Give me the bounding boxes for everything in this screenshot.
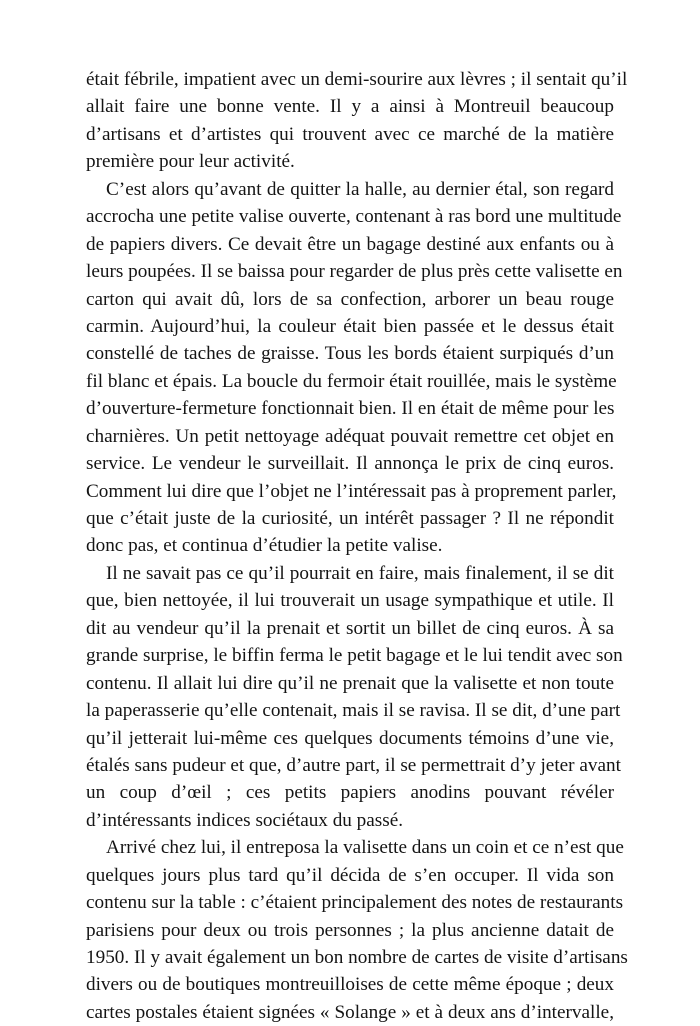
text-line: charnières. Un petit nettoyage adéquat pouvait remettre cet objet en [86, 425, 614, 447]
text-line: parisiens pour deux ou trois personnes ; la plus ancienne datait de [86, 919, 614, 941]
text-line: dit au vendeur qu’il la prenait et sortit un billet de cinq euros. À sa [86, 617, 614, 639]
text-line: que, bien nettoyée, il lui trouverait un usage sympathique et utile. Il [86, 590, 614, 612]
text-line: allait faire une bonne vente. Il y a ainsi à Montreuil beaucoup [86, 96, 614, 118]
page-text-body [86, 66, 628, 1026]
text-line: quelques jours plus tard qu’il décida de s’en occuper. Il vida son [86, 864, 614, 886]
text-line: un coup d’œil ; ces petits papiers anodins pouvant révéler [86, 782, 614, 804]
text-line: service. Le vendeur le surveillait. Il annonça le prix de cinq euros. [86, 453, 614, 475]
text-line: d’artisans et d’artistes qui trouvent avec ce marché de la matière [86, 123, 614, 145]
text-line: d’ouverture-fermeture fonctionnait bien. Il en était de même pour les [86, 398, 615, 420]
text-line: qu’il jetterait lui-même ces quelques documents témoins d’une vie, [86, 727, 614, 749]
text-line: 1950. Il y avait également un bon nombre de cartes de visite d’artisans [86, 947, 628, 968]
text-line: donc pas, et continua d’étudier la petite valise. [86, 535, 443, 557]
text-line: leurs poupées. Il se baissa pour regarder de plus près cette valisette en [86, 261, 623, 283]
text-line: C’est alors qu’avant de quitter la halle, au dernier étal, son regard [106, 178, 614, 200]
text-line: grande surprise, le biffin ferma le petit bagage et le lui tendit avec son [86, 645, 623, 667]
text-line: étalés sans pudeur et que, d’autre part, il se permettrait d’y jeter avant [86, 754, 621, 776]
paragraph-1 [86, 66, 628, 176]
text-line: Comment lui dire que l’objet ne l’intéressait pas à proprement parler, [86, 480, 617, 502]
paragraph-2 [86, 176, 623, 560]
text-line: Arrivé chez lui, il entreposa la valisette dans un coin et ce n’est que [106, 837, 624, 859]
text-line: contenu. Il allait lui dire qu’il ne prenait que la valisette et non toute [86, 672, 614, 694]
text-line: fil blanc et épais. La boucle du fermoir était rouillée, mais le système [86, 370, 617, 392]
text-line: de papiers divers. Ce devait être un bagage destiné aux enfants ou à [86, 233, 614, 255]
text-line: était fébrile, impatient avec un demi-sourire aux lèvres ; il sentait qu’il [86, 69, 628, 90]
text-line: première pour leur activité. [86, 151, 295, 173]
text-line: contenu sur la table : c’étaient principalement des notes de restaurants [86, 892, 624, 914]
text-line: la paperasserie qu’elle contenait, mais il se ravisa. Il se dit, d’une part [86, 700, 621, 722]
text-line: cartes postales étaient signées « Solange » et à deux ans d’intervalle, [86, 1001, 614, 1023]
text-line: d’intéressants indices sociétaux du passé. [86, 809, 404, 831]
text-line: que c’était juste de la curiosité, un intérêt passager ? Il ne répondit [86, 508, 614, 529]
text-line: accrocha une petite valise ouverte, contenant à ras bord une multitude [86, 206, 622, 228]
text-line: Il ne savait pas ce qu’il pourrait en faire, mais finalement, il se dit [106, 562, 614, 584]
text-line: constellé de taches de graisse. Tous les bords étaient surpiqués d’un [86, 343, 614, 365]
text-line: divers ou de boutiques montreuilloises de cette même époque ; deux [86, 974, 614, 996]
text-line: carmin. Aujourd’hui, la couleur était bien passée et le dessus était [86, 315, 614, 337]
paragraph-4 [86, 834, 628, 1026]
paragraph-3 [86, 560, 623, 834]
text-line: carton qui avait dû, lors de sa confection, arborer un beau rouge [86, 288, 614, 310]
